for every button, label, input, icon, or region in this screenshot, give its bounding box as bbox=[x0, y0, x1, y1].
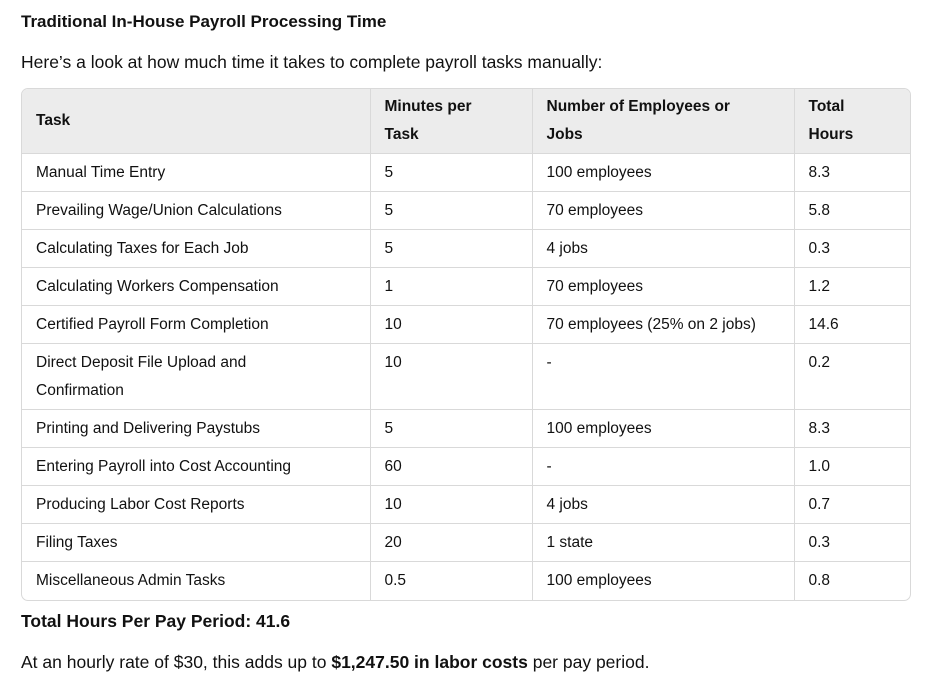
cell-task: Prevailing Wage/Union Calculations bbox=[22, 192, 370, 230]
section-heading: Traditional In-House Payroll Processing Time bbox=[21, 12, 387, 31]
cell-hours: 0.2 bbox=[794, 344, 910, 410]
cell-minutes: 10 bbox=[370, 486, 532, 524]
total-hours: Total Hours Per Pay Period: 41.6 bbox=[21, 611, 291, 631]
cell-task: Calculating Taxes for Each Job bbox=[22, 230, 370, 268]
cell-count: - bbox=[532, 344, 794, 410]
cell-count: - bbox=[532, 448, 794, 486]
header-total-hours: Total Hours bbox=[794, 89, 910, 154]
table-row bbox=[22, 486, 910, 524]
table-row bbox=[22, 268, 910, 306]
cell-minutes: 10 bbox=[370, 344, 532, 410]
header-task: Task bbox=[22, 89, 370, 154]
cell-task: Filing Taxes bbox=[22, 524, 370, 562]
cell-minutes: 5 bbox=[370, 154, 532, 192]
cell-hours: 0.3 bbox=[794, 524, 910, 562]
payroll-time-table bbox=[21, 88, 911, 601]
table-header-row bbox=[22, 89, 910, 154]
table-row bbox=[22, 192, 910, 230]
cell-minutes: 60 bbox=[370, 448, 532, 486]
cell-minutes: 1 bbox=[370, 268, 532, 306]
cell-task: Entering Payroll into Cost Accounting bbox=[22, 448, 370, 486]
table-row bbox=[22, 154, 910, 192]
table-row bbox=[22, 306, 910, 344]
cell-task: Producing Labor Cost Reports bbox=[22, 486, 370, 524]
cell-hours: 5.8 bbox=[794, 192, 910, 230]
table-row bbox=[22, 524, 910, 562]
cell-hours: 8.3 bbox=[808, 164, 831, 181]
cell-count: 1 state bbox=[532, 524, 794, 562]
header-minutes: Minutes per Task bbox=[370, 89, 532, 154]
cell-task: Direct Deposit File Upload and Confirmation bbox=[22, 344, 370, 410]
cell-minutes: 20 bbox=[370, 524, 532, 562]
cell-count: 70 employees (25% on 2 jobs) bbox=[532, 306, 794, 344]
cell-minutes: 5 bbox=[370, 192, 532, 230]
labor-cost-summary: At an hourly rate of $30, this adds up to $1,247.50 in labor costs per pay period. bbox=[21, 652, 650, 672]
cell-count: 100 employees bbox=[532, 410, 794, 448]
cell-task: Printing and Delivering Paystubs bbox=[22, 410, 370, 448]
table-row bbox=[22, 562, 910, 600]
cell-minutes: 5 bbox=[370, 410, 532, 448]
cell-task: Miscellaneous Admin Tasks bbox=[22, 562, 370, 600]
payroll-table bbox=[22, 89, 910, 600]
cell-hours: 0.7 bbox=[794, 486, 910, 524]
table-row bbox=[22, 230, 910, 268]
cell-count: 70 employees bbox=[532, 192, 794, 230]
cell-hours: 0.8 bbox=[794, 562, 910, 600]
cell-task: Calculating Workers Compensation bbox=[22, 268, 370, 306]
cell-minutes: 5 bbox=[370, 230, 532, 268]
table-row bbox=[22, 344, 910, 410]
cell-count: 100 employees bbox=[532, 562, 794, 600]
cell-count: 4 jobs bbox=[532, 486, 794, 524]
cell-count: 70 employees bbox=[532, 268, 794, 306]
cell-hours: 1.0 bbox=[794, 448, 910, 486]
cell-hours: 1.2 bbox=[794, 268, 910, 306]
cell-hours: 14.6 bbox=[794, 306, 910, 344]
cell-count: 4 jobs bbox=[532, 230, 794, 268]
cell-minutes: 10 bbox=[370, 306, 532, 344]
labor-cost-highlight: $1,247.50 in labor costs bbox=[331, 652, 528, 672]
cell-task: Manual Time Entry bbox=[22, 154, 370, 192]
table-row bbox=[22, 410, 910, 448]
header-employees: Number of Employees or Jobs bbox=[532, 89, 794, 154]
cell-task: Certified Payroll Form Completion bbox=[22, 306, 370, 344]
cell-count: 100 employees bbox=[532, 154, 794, 192]
table-row bbox=[22, 448, 910, 486]
intro-text: Here’s a look at how much time it takes to complete payroll tasks manually: bbox=[21, 52, 603, 72]
cell-minutes: 0.5 bbox=[370, 562, 532, 600]
cell-hours: 8.3 bbox=[794, 410, 910, 448]
cell-hours: 0.3 bbox=[794, 230, 910, 268]
